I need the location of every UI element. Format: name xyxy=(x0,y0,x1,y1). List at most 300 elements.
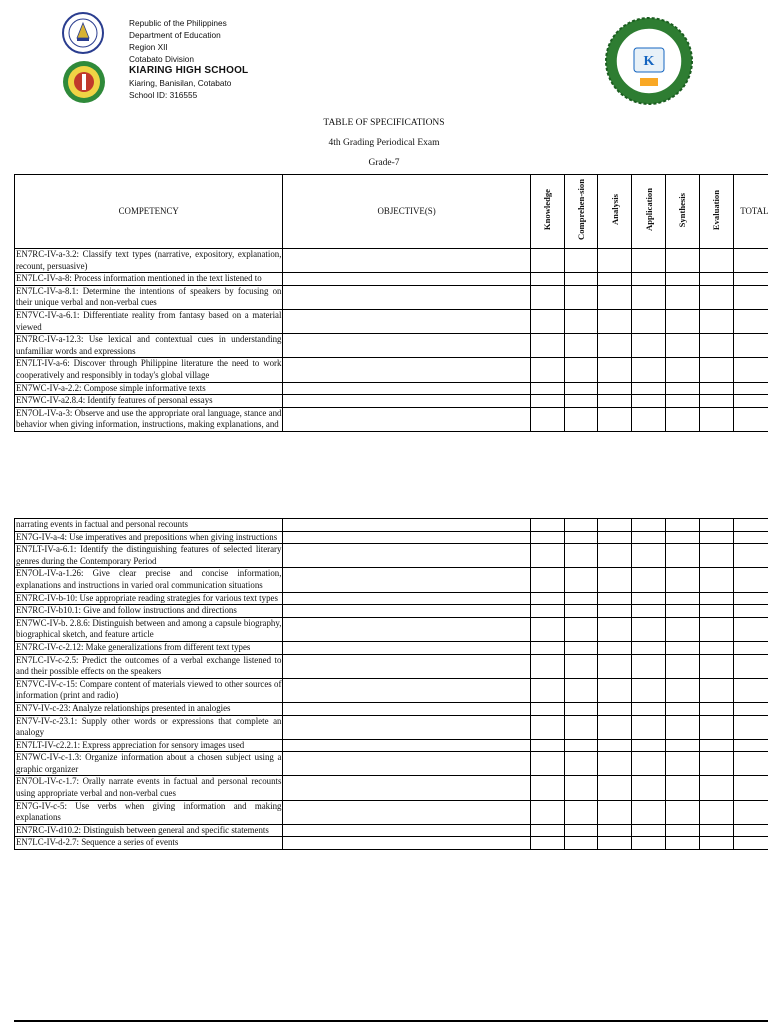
knowledge-cell xyxy=(530,519,564,532)
application-cell xyxy=(632,358,666,382)
analysis-cell xyxy=(598,654,632,678)
objective-cell xyxy=(283,519,530,532)
application-cell xyxy=(632,605,666,618)
table-title: TABLE OF SPECIFICATIONS xyxy=(323,118,445,128)
knowledge-cell xyxy=(530,1021,564,1022)
objective-cell xyxy=(283,592,530,605)
knowledge-cell xyxy=(530,824,564,837)
evaluation-header xyxy=(699,175,733,249)
competency-row xyxy=(15,678,768,702)
analysis-cell xyxy=(598,531,632,544)
evaluation-cell xyxy=(699,568,733,592)
knowledge-cell xyxy=(530,715,564,739)
application-cell xyxy=(632,702,666,715)
analysis-cell xyxy=(598,1021,632,1022)
total-cell xyxy=(733,309,768,333)
total-cell xyxy=(733,273,768,286)
total-cell xyxy=(733,568,768,592)
application-cell xyxy=(632,249,666,273)
comprehension-cell xyxy=(564,592,598,605)
application-cell xyxy=(632,273,666,286)
competency-row xyxy=(15,358,768,382)
competency-cell: EN7LT-IV-a-6: Discover through Philippine literature the need to work cooperatively and responsibly in today's global village xyxy=(15,358,283,382)
knowledge-label: Knowledge xyxy=(542,189,553,231)
application-cell xyxy=(632,654,666,678)
competency-cell: EN7LT-IV-a-6.1: Identify the distinguishing features of selected literary genres during the Contemporary Period xyxy=(15,544,283,568)
analysis-cell xyxy=(598,407,632,431)
application-header xyxy=(632,175,666,249)
objective-cell xyxy=(283,605,530,618)
synthesis-cell xyxy=(666,824,700,837)
knowledge-cell xyxy=(530,407,564,431)
competency-cell: EN7OL-IV-a-3: Observe and use the appropriate oral language, stance and behavior when giving information, instructions, making explanations, and xyxy=(15,407,283,431)
knowledge-cell xyxy=(530,702,564,715)
objective-cell xyxy=(283,776,530,800)
knowledge-cell xyxy=(530,544,564,568)
objective-cell xyxy=(283,358,530,382)
objective-cell xyxy=(283,544,530,568)
competency-row xyxy=(15,837,768,850)
knowledge-cell xyxy=(530,568,564,592)
analysis-cell xyxy=(598,592,632,605)
specifications-table-page-3 xyxy=(14,1020,768,1022)
objective-cell xyxy=(283,273,530,286)
knowledge-cell xyxy=(530,641,564,654)
total-cell xyxy=(733,407,768,431)
school-name: KIARING HIGH SCHOOL xyxy=(129,65,249,76)
competency-row xyxy=(15,382,768,395)
application-cell xyxy=(632,519,666,532)
evaluation-cell xyxy=(699,519,733,532)
analysis-cell xyxy=(598,309,632,333)
competency-cell: EN7RC-IV-a-3.2: Classify text types (narrative, expository, explanation, recount, persuasive) xyxy=(15,249,283,273)
synthesis-cell xyxy=(666,334,700,358)
objective-cell xyxy=(283,739,530,752)
application-cell xyxy=(632,1021,666,1022)
comprehension-cell xyxy=(564,678,598,702)
objective-cell xyxy=(283,395,530,408)
analysis-cell xyxy=(598,837,632,850)
competency-cell: EN7RC-IV-a-12.3: Use lexical and contextual cues in understanding unfamiliar words and expressions xyxy=(15,334,283,358)
comprehension-cell xyxy=(564,568,598,592)
analysis-cell xyxy=(598,678,632,702)
comprehension-cell xyxy=(564,334,598,358)
total-cell xyxy=(733,824,768,837)
specifications-table-page-2 xyxy=(14,518,768,850)
evaluation-cell xyxy=(699,273,733,286)
total-cell xyxy=(733,544,768,568)
comprehension-cell xyxy=(564,249,598,273)
evaluation-cell xyxy=(699,641,733,654)
competency-cell: EN7LC-IV-d-2.7: Sequence a series of events xyxy=(15,837,283,850)
comprehension-cell xyxy=(564,1021,598,1022)
application-cell xyxy=(632,800,666,824)
synthesis-header xyxy=(666,175,700,249)
knowledge-cell xyxy=(530,395,564,408)
svg-text:K: K xyxy=(643,54,655,69)
school-seal-logo xyxy=(62,60,106,104)
total-cell xyxy=(733,605,768,618)
objective-cell xyxy=(283,382,530,395)
total-cell xyxy=(733,702,768,715)
synthesis-label: Synthesis xyxy=(677,192,688,227)
competency-cell: EN7G-IV-c-5: Use verbs when giving information and making explanations xyxy=(15,800,283,824)
comprehension-cell xyxy=(564,285,598,309)
application-cell xyxy=(632,531,666,544)
application-cell xyxy=(632,678,666,702)
synthesis-cell xyxy=(666,249,700,273)
competency-row xyxy=(15,395,768,408)
application-cell xyxy=(632,739,666,752)
total-cell xyxy=(733,358,768,382)
application-cell xyxy=(632,715,666,739)
synthesis-cell xyxy=(666,776,700,800)
application-cell xyxy=(632,837,666,850)
synthesis-cell xyxy=(666,592,700,605)
total-cell xyxy=(733,837,768,850)
competency-row xyxy=(15,605,768,618)
total-cell xyxy=(733,334,768,358)
school-id: School ID: 316555 xyxy=(129,90,198,100)
comprehension-cell xyxy=(564,837,598,850)
comprehension-header xyxy=(564,175,598,249)
knowledge-cell xyxy=(530,739,564,752)
analysis-cell xyxy=(598,249,632,273)
knowledge-cell xyxy=(530,800,564,824)
comprehension-label: Comprehen-sion xyxy=(575,179,586,241)
application-cell xyxy=(632,544,666,568)
application-cell xyxy=(632,776,666,800)
analysis-cell xyxy=(598,273,632,286)
competency-row xyxy=(15,752,768,776)
total-cell xyxy=(733,776,768,800)
objective-cell xyxy=(283,407,530,431)
competency-cell: EN7VC-IV-c-15: Compare content of materials viewed to other sources of information (print and radio) xyxy=(15,678,283,702)
objective-cell xyxy=(283,285,530,309)
competency-row xyxy=(15,654,768,678)
analysis-label: Analysis xyxy=(609,194,620,226)
comprehension-cell xyxy=(564,544,598,568)
knowledge-cell xyxy=(530,654,564,678)
application-cell xyxy=(632,592,666,605)
evaluation-cell xyxy=(699,249,733,273)
application-cell xyxy=(632,752,666,776)
objective-cell xyxy=(283,752,530,776)
analysis-cell xyxy=(598,776,632,800)
objective-cell xyxy=(283,568,530,592)
evaluation-cell xyxy=(699,715,733,739)
evaluation-cell xyxy=(699,334,733,358)
evaluation-cell xyxy=(699,752,733,776)
synthesis-cell xyxy=(666,531,700,544)
analysis-cell xyxy=(598,702,632,715)
synthesis-cell xyxy=(666,752,700,776)
objective-cell xyxy=(283,617,530,641)
competency-row xyxy=(15,273,768,286)
competency-row xyxy=(15,285,768,309)
evaluation-cell xyxy=(699,358,733,382)
competency-row xyxy=(15,824,768,837)
analysis-cell xyxy=(598,382,632,395)
competency-row xyxy=(15,519,768,532)
evaluation-cell xyxy=(699,617,733,641)
knowledge-cell xyxy=(530,752,564,776)
analysis-cell xyxy=(598,641,632,654)
total-cell xyxy=(733,382,768,395)
competency-cell: EN7VC-IV-a-6.1: Differentiate reality from fantasy based on a material viewed xyxy=(15,309,283,333)
competency-cell: narrating events in factual and personal recounts xyxy=(15,519,283,532)
total-cell xyxy=(733,678,768,702)
evaluation-cell xyxy=(699,1021,733,1022)
document-titles xyxy=(0,116,768,176)
objective-cell xyxy=(283,334,530,358)
competency-cell: EN7OL-IV-c-1.7: Orally narrate events in factual and personal recounts using appropriate verbal and non-verbal cues xyxy=(15,776,283,800)
evaluation-cell xyxy=(699,382,733,395)
knowledge-cell xyxy=(530,678,564,702)
analysis-cell xyxy=(598,358,632,382)
comprehension-cell xyxy=(564,519,598,532)
evaluation-cell xyxy=(699,837,733,850)
exam-title: 4th Grading Periodical Exam xyxy=(328,138,440,148)
application-cell xyxy=(632,309,666,333)
competency-cell: EN7WC-IV-b. 2.8.6: Distinguish between and among a capsule biography, biographical sketch, and feature article xyxy=(15,617,283,641)
evaluation-label: Evaluation xyxy=(711,189,722,230)
synthesis-cell xyxy=(666,715,700,739)
evaluation-cell xyxy=(699,824,733,837)
total-cell xyxy=(733,715,768,739)
synthesis-cell xyxy=(666,654,700,678)
evaluation-cell xyxy=(699,544,733,568)
synthesis-cell xyxy=(666,605,700,618)
evaluation-cell xyxy=(699,739,733,752)
competency-row xyxy=(15,641,768,654)
comprehension-cell xyxy=(564,531,598,544)
application-cell xyxy=(632,285,666,309)
total-cell xyxy=(733,395,768,408)
table-body-page-2 xyxy=(15,519,768,850)
competency-cell: EN7RC-IV-d10.2: Distinguish between general and specific statements xyxy=(15,824,283,837)
objective-cell xyxy=(283,249,530,273)
knowledge-cell xyxy=(530,617,564,641)
comprehension-cell xyxy=(564,641,598,654)
school-address: Kiaring, Banisilan, Cotabato xyxy=(129,78,232,88)
header-line-division: Cotabato Division xyxy=(129,54,195,64)
total-cell xyxy=(733,1021,768,1022)
synthesis-cell xyxy=(666,739,700,752)
objective-cell xyxy=(283,641,530,654)
objective-cell xyxy=(283,837,530,850)
synthesis-cell xyxy=(666,407,700,431)
competency-cell: EN7LT-IV-c2.2.1: Express appreciation for sensory images used xyxy=(15,739,283,752)
comprehension-cell xyxy=(564,605,598,618)
analysis-cell xyxy=(598,617,632,641)
application-label: Application xyxy=(643,188,654,232)
table-body-page-1 xyxy=(15,249,768,432)
competency-cell xyxy=(15,1021,283,1022)
synthesis-cell xyxy=(666,678,700,702)
analysis-cell xyxy=(598,752,632,776)
competency-cell: EN7OL-IV-a-1.26: Give clear precise and concise information, explanations and instructions in varied oral communication situations xyxy=(15,568,283,592)
kiaring-high-school-logo xyxy=(604,16,694,106)
knowledge-header xyxy=(530,175,564,249)
evaluation-cell xyxy=(699,800,733,824)
evaluation-cell xyxy=(699,531,733,544)
synthesis-cell xyxy=(666,800,700,824)
header-line-deped: Department of Education xyxy=(129,30,221,40)
competency-row xyxy=(15,702,768,715)
competency-cell: EN7WC-IV-c-1.3: Organize information about a chosen subject using a graphic organizer xyxy=(15,752,283,776)
synthesis-cell xyxy=(666,1021,700,1022)
comprehension-cell xyxy=(564,654,598,678)
synthesis-cell xyxy=(666,309,700,333)
comprehension-cell xyxy=(564,715,598,739)
evaluation-cell xyxy=(699,776,733,800)
total-cell xyxy=(733,249,768,273)
comprehension-cell xyxy=(564,752,598,776)
competency-row xyxy=(15,776,768,800)
comprehension-cell xyxy=(564,824,598,837)
knowledge-cell xyxy=(530,285,564,309)
competency-cell: EN7LC-IV-a-8.1: Determine the intentions of speakers by focusing on their unique verbal and non-verbal cues xyxy=(15,285,283,309)
objective-cell xyxy=(283,800,530,824)
evaluation-cell xyxy=(699,592,733,605)
knowledge-cell xyxy=(530,273,564,286)
synthesis-cell xyxy=(666,285,700,309)
competency-cell: EN7LC-IV-a-8: Process information mentioned in the text listened to xyxy=(15,273,283,286)
analysis-cell xyxy=(598,824,632,837)
competency-cell: EN7RC-IV-b-10: Use appropriate reading strategies for various text types xyxy=(15,592,283,605)
total-cell xyxy=(733,519,768,532)
comprehension-cell xyxy=(564,776,598,800)
analysis-cell xyxy=(598,715,632,739)
synthesis-cell xyxy=(666,837,700,850)
analysis-cell xyxy=(598,334,632,358)
deped-seal-logo xyxy=(62,12,104,54)
total-cell xyxy=(733,800,768,824)
comprehension-cell xyxy=(564,358,598,382)
total-cell xyxy=(733,739,768,752)
competency-row xyxy=(15,334,768,358)
evaluation-cell xyxy=(699,605,733,618)
application-cell xyxy=(632,617,666,641)
total-header: TOTAL xyxy=(733,175,768,249)
competency-row xyxy=(15,568,768,592)
analysis-cell xyxy=(598,395,632,408)
application-cell xyxy=(632,407,666,431)
comprehension-cell xyxy=(564,407,598,431)
knowledge-cell xyxy=(530,358,564,382)
competency-cell: EN7V-IV-c-23.1: Supply other words or expressions that complete an analogy xyxy=(15,715,283,739)
total-cell xyxy=(733,752,768,776)
application-cell xyxy=(632,641,666,654)
comprehension-cell xyxy=(564,309,598,333)
synthesis-cell xyxy=(666,544,700,568)
objective-cell xyxy=(283,309,530,333)
objective-cell xyxy=(283,1021,530,1022)
evaluation-cell xyxy=(699,395,733,408)
competency-row xyxy=(15,800,768,824)
application-cell xyxy=(632,395,666,408)
knowledge-cell xyxy=(530,334,564,358)
objective-cell xyxy=(283,702,530,715)
synthesis-cell xyxy=(666,395,700,408)
comprehension-cell xyxy=(564,273,598,286)
competency-row xyxy=(15,739,768,752)
knowledge-cell xyxy=(530,605,564,618)
competency-row xyxy=(15,715,768,739)
knowledge-cell xyxy=(530,382,564,395)
competency-cell: EN7G-IV-a-4: Use imperatives and prepositions when giving instructions xyxy=(15,531,283,544)
total-cell xyxy=(733,285,768,309)
evaluation-cell xyxy=(699,678,733,702)
evaluation-cell xyxy=(699,407,733,431)
objective-cell xyxy=(283,531,530,544)
comprehension-cell xyxy=(564,739,598,752)
objective-cell xyxy=(283,678,530,702)
objective-cell xyxy=(283,654,530,678)
competency-row xyxy=(15,1021,768,1022)
analysis-cell xyxy=(598,544,632,568)
total-cell xyxy=(733,654,768,678)
header-line-republic: Republic of the Philippines xyxy=(129,18,227,28)
application-cell xyxy=(632,568,666,592)
competency-cell: EN7LC-IV-c-2.5: Predict the outcomes of a verbal exchange listened to and their possible effects on the speakers xyxy=(15,654,283,678)
header-line-region: Region XII xyxy=(129,42,168,52)
comprehension-cell xyxy=(564,617,598,641)
objectives-header: OBJECTIVE(S) xyxy=(283,175,530,249)
knowledge-cell xyxy=(530,249,564,273)
synthesis-cell xyxy=(666,519,700,532)
knowledge-cell xyxy=(530,592,564,605)
table-body-page-3 xyxy=(15,1021,768,1022)
total-cell xyxy=(733,617,768,641)
analysis-header xyxy=(598,175,632,249)
synthesis-cell xyxy=(666,702,700,715)
analysis-cell xyxy=(598,800,632,824)
total-cell xyxy=(733,641,768,654)
synthesis-cell xyxy=(666,568,700,592)
knowledge-cell xyxy=(530,531,564,544)
total-cell xyxy=(733,531,768,544)
knowledge-cell xyxy=(530,837,564,850)
specifications-table-page-1 xyxy=(14,174,768,432)
competency-cell: EN7WC-IV-a-2.2: Compose simple informative texts xyxy=(15,382,283,395)
knowledge-cell xyxy=(530,776,564,800)
synthesis-cell xyxy=(666,273,700,286)
analysis-cell xyxy=(598,568,632,592)
synthesis-cell xyxy=(666,358,700,382)
analysis-cell xyxy=(598,739,632,752)
competency-row xyxy=(15,544,768,568)
competency-row xyxy=(15,592,768,605)
competency-row xyxy=(15,407,768,431)
evaluation-cell xyxy=(699,285,733,309)
competency-header: COMPETENCY xyxy=(15,175,283,249)
competency-cell: EN7RC-IV-b10.1: Give and follow instructions and directions xyxy=(15,605,283,618)
evaluation-cell xyxy=(699,309,733,333)
total-cell xyxy=(733,592,768,605)
competency-row xyxy=(15,531,768,544)
school-address-block xyxy=(129,17,248,101)
comprehension-cell xyxy=(564,382,598,395)
objective-cell xyxy=(283,824,530,837)
comprehension-cell xyxy=(564,395,598,408)
knowledge-cell xyxy=(530,309,564,333)
comprehension-cell xyxy=(564,702,598,715)
objective-cell xyxy=(283,715,530,739)
competency-row xyxy=(15,309,768,333)
competency-cell: EN7WC-IV-a2.8.4: Identify features of personal essays xyxy=(15,395,283,408)
